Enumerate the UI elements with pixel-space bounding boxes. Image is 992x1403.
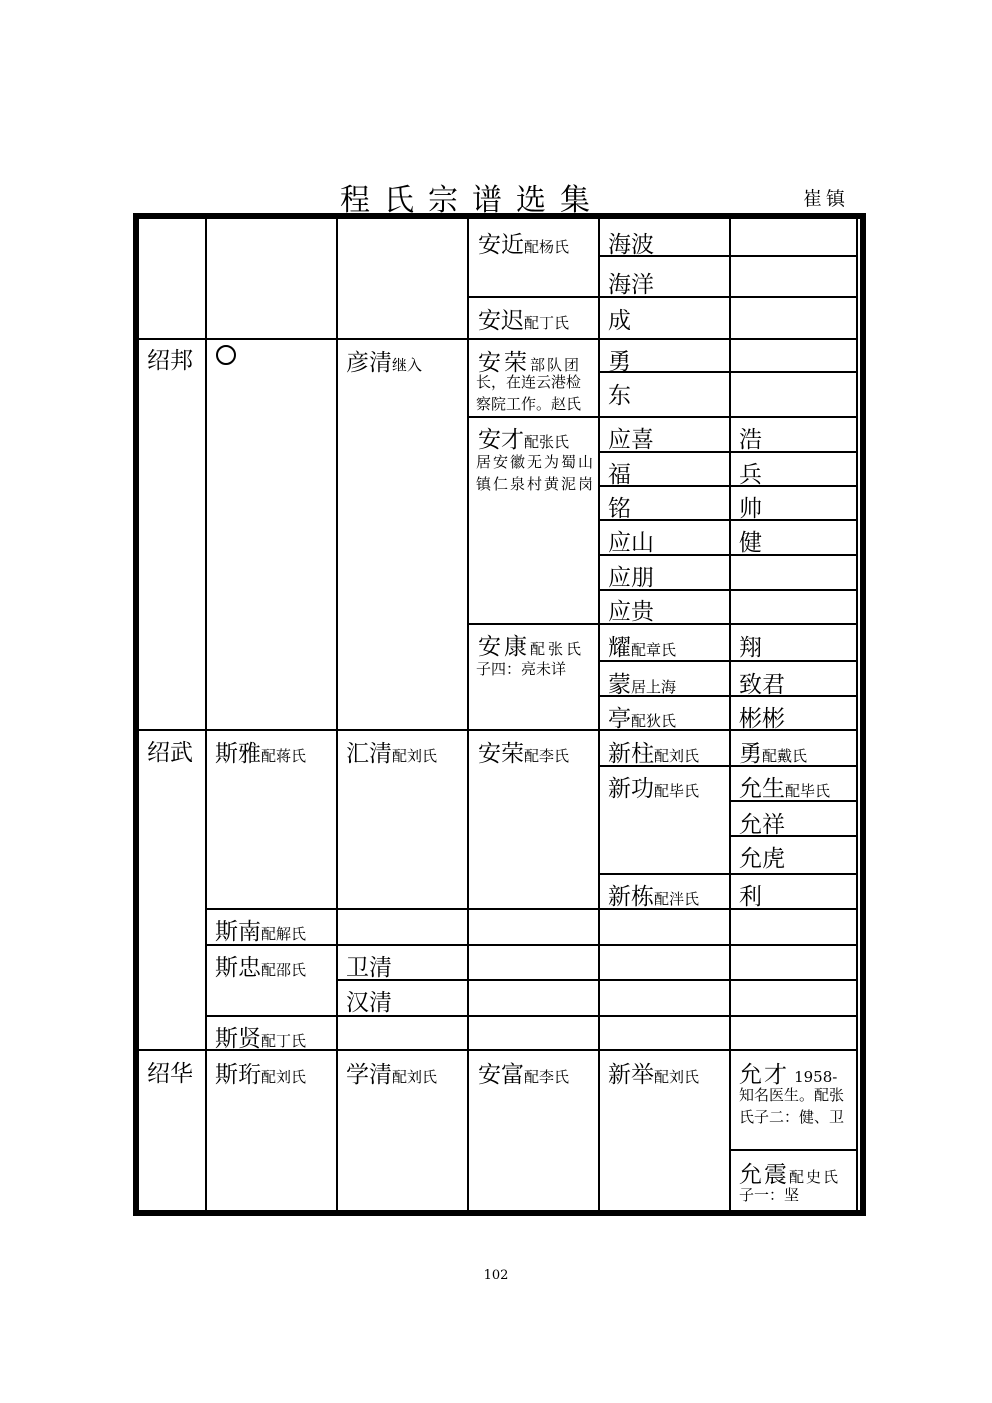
cell-yun-zhen: 允震配史氏 <box>739 1162 841 1188</box>
col-divider <box>205 219 207 1210</box>
cell-si-nan: 斯南配解氏 <box>215 919 307 945</box>
place-label: 崔镇 <box>803 188 850 210</box>
cell-yun-zhen-detail: 子一：坚 <box>739 1186 800 1204</box>
cell-shao-bang: 绍邦 <box>147 348 193 374</box>
cell-hai-yang: 海洋 <box>608 272 654 298</box>
col-divider <box>856 219 858 1210</box>
cell-yao: 耀配章氏 <box>608 635 677 661</box>
cell-hui-qing: 汇清配刘氏 <box>346 741 438 767</box>
cell-shao-wu: 绍武 <box>147 740 193 766</box>
cell-si-xian: 斯贤配丁氏 <box>215 1026 307 1052</box>
cell-an-chi: 安迟配丁氏 <box>478 308 570 334</box>
page-title: 程氏宗谱选集 <box>340 183 604 218</box>
cell-li: 利 <box>739 884 762 910</box>
cell-an-cai-detail: 居安徽无为蜀山镇仁泉村黄泥岗 <box>476 453 596 493</box>
cell-an-kang: 安康配张氏 <box>478 634 585 660</box>
cell-an-jin: 安近配杨氏 <box>478 232 570 258</box>
cell-shao-hua: 绍华 <box>147 1061 193 1087</box>
cell-yan-qing: 彦清继入 <box>346 350 423 376</box>
col-divider <box>467 219 469 1210</box>
cell-yun-xiang: 允祥 <box>739 812 785 838</box>
cell-jian: 健 <box>739 530 762 556</box>
cell-yong: 勇 <box>608 349 631 375</box>
cell-dong: 东 <box>608 383 631 409</box>
cell-an-fu: 安富配李氏 <box>478 1062 570 1088</box>
row-divider <box>598 371 858 373</box>
cell-han-qing: 汉清 <box>346 990 392 1016</box>
cell-ying-gui: 应贵 <box>608 599 654 625</box>
row-divider <box>598 485 858 487</box>
cell-fu: 福 <box>608 462 631 488</box>
cell-shuai: 帅 <box>739 496 762 522</box>
row-divider <box>467 416 858 418</box>
cell-si-ya: 斯雅配蒋氏 <box>215 741 307 767</box>
page-number: 102 <box>483 1268 509 1283</box>
cell-ming: 铭 <box>608 496 631 522</box>
cell-ying-shan: 应山 <box>608 530 654 556</box>
cell-an-kang-detail: 子四：亮未详 <box>476 660 567 678</box>
row-divider <box>598 873 858 875</box>
row-divider <box>336 979 858 981</box>
col-divider <box>598 219 600 1210</box>
col-divider <box>729 219 731 1210</box>
cell-yun-cai: 允才 1958- <box>739 1062 838 1088</box>
cell-an-cai: 安才配张氏 <box>478 427 570 453</box>
cell-cheng: 成 <box>608 308 631 334</box>
row-divider <box>729 1149 858 1151</box>
cell-xin-ju: 新举配刘氏 <box>608 1062 700 1088</box>
cell-an-rong-2: 安荣配李氏 <box>478 741 570 767</box>
cell-an-rong-detail: 长，在连云港检察院工作。赵氏 <box>476 373 582 413</box>
cell-meng: 蒙居上海 <box>608 672 677 698</box>
cell-wei-qing: 卫清 <box>346 955 392 981</box>
cell-zhi-jun: 致君 <box>739 672 785 698</box>
row-divider <box>467 623 858 625</box>
cell-yong-2: 勇配戴氏 <box>739 741 808 767</box>
cell-si-zhong: 斯忠配邵氏 <box>215 955 307 981</box>
cell-an-rong: 安荣部队团 <box>478 350 582 376</box>
row-divider <box>205 1015 858 1017</box>
col-divider <box>336 219 338 1210</box>
cell-hai-bo: 海波 <box>608 232 654 258</box>
cell-bing: 兵 <box>739 462 762 488</box>
cell-xin-gong: 新功配毕氏 <box>608 776 700 802</box>
cell-si-heng: 斯珩配刘氏 <box>215 1062 307 1088</box>
cell-unknown-circle <box>216 345 236 366</box>
cell-xiang: 翔 <box>739 635 762 661</box>
circle-mark <box>216 345 236 365</box>
cell-bin-bin: 彬彬 <box>739 706 785 732</box>
cell-ying-xi: 应喜 <box>608 427 654 453</box>
cell-yun-sheng: 允生配毕氏 <box>739 776 831 802</box>
cell-hao: 浩 <box>739 427 762 453</box>
cell-xue-qing: 学清配刘氏 <box>346 1062 438 1088</box>
cell-xin-dong: 新栋配泮氏 <box>608 884 700 910</box>
cell-yun-hu: 允虎 <box>739 846 785 872</box>
cell-ying-peng: 应朋 <box>608 565 654 591</box>
cell-ting: 亭配狄氏 <box>608 706 677 732</box>
cell-yun-cai-detail: 知名医生。配张氏子二：健、卫 <box>739 1086 845 1126</box>
row-divider <box>139 338 858 340</box>
row-divider <box>467 296 858 298</box>
row-divider <box>598 519 858 521</box>
cell-xin-zhu: 新柱配刘氏 <box>608 741 700 767</box>
